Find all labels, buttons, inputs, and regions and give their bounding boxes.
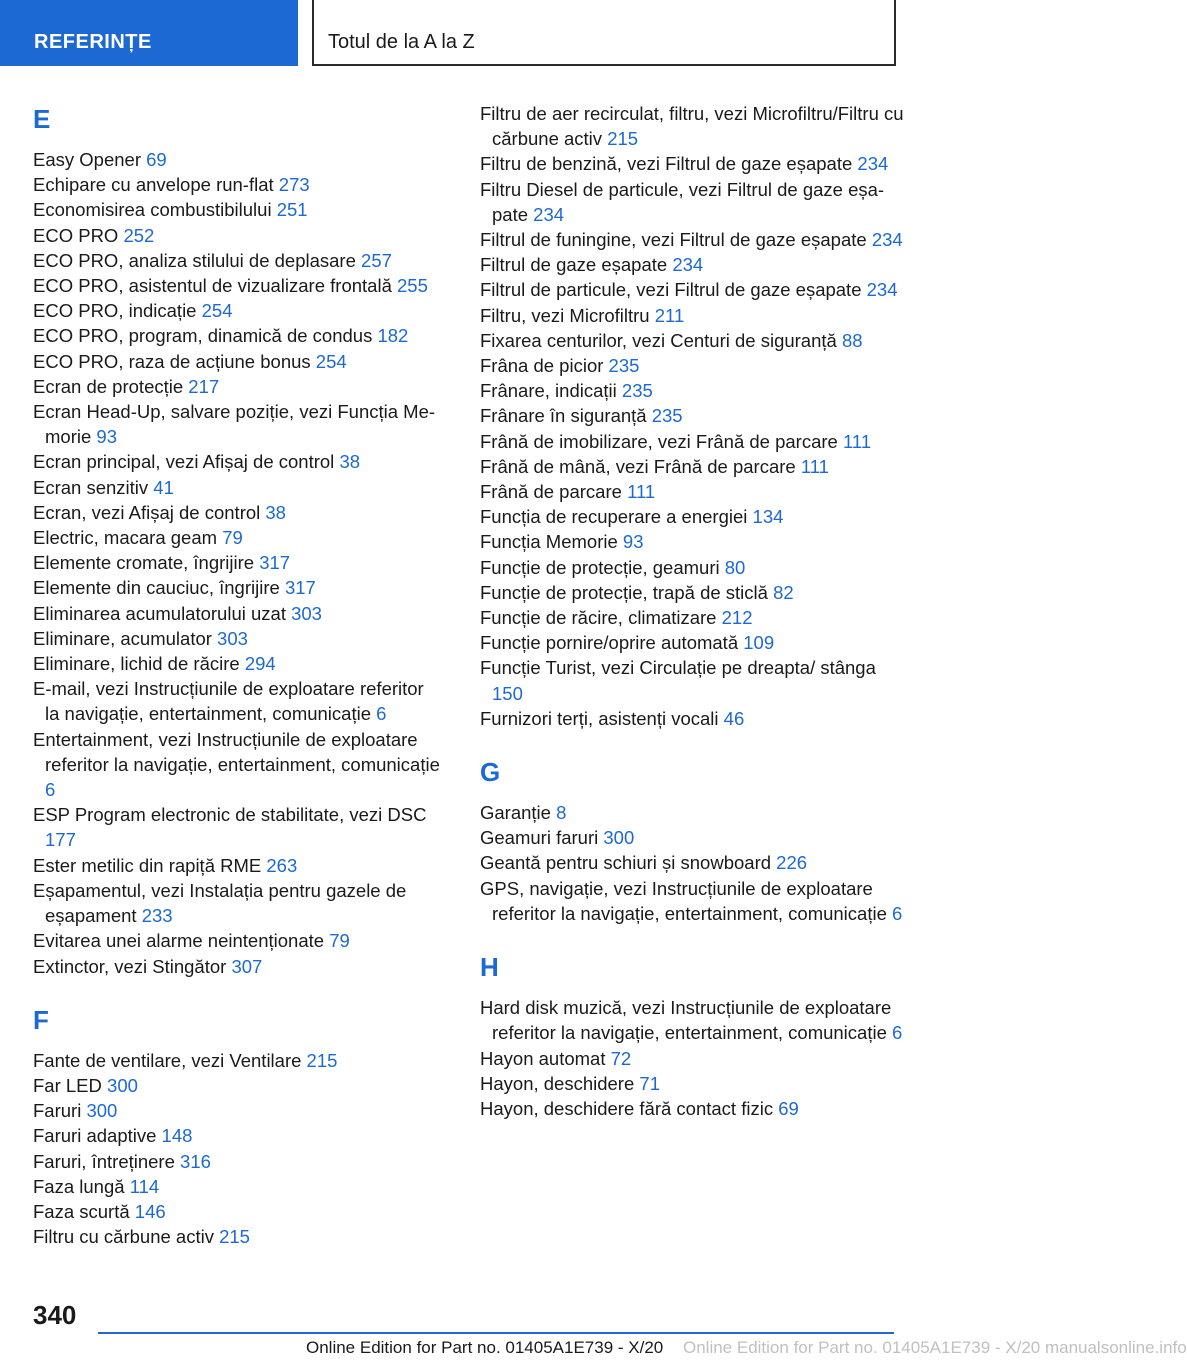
index-entry — [480, 227, 905, 252]
page-reference-link[interactable]: 251 — [276, 199, 308, 221]
index-entry — [480, 706, 905, 731]
index-entry — [480, 252, 905, 277]
page-reference-link[interactable]: 6 — [892, 1022, 903, 1044]
page-reference-link[interactable]: 235 — [621, 380, 653, 402]
index-entry-text: Extinctor, vezi Stingător — [33, 955, 227, 977]
index-entry — [33, 172, 443, 197]
index-entry-text: Ecran, vezi Afișaj de control — [33, 501, 261, 523]
index-letter-heading: H — [480, 952, 499, 983]
page-reference-link[interactable]: 82 — [773, 581, 794, 603]
index-entry — [480, 605, 905, 630]
index-entry — [33, 1123, 443, 1148]
index-entry — [33, 399, 443, 449]
index-entry-text: Filtrul de funingine, vezi Filtrul de gaze eșapate — [480, 229, 867, 251]
index-entry-text: Fixarea centurilor, vezi Centuri de siguranță — [480, 329, 837, 351]
index-entry — [480, 655, 905, 705]
index-entry — [480, 850, 905, 875]
page-reference-link[interactable]: 257 — [361, 249, 392, 271]
page-reference-link[interactable]: 69 — [146, 149, 167, 170]
index-entry-text: Frânare în siguranță — [480, 405, 647, 427]
index-entry-text: Funcția de recuperare a energiei — [480, 506, 748, 528]
section-tab: REFERINȚE — [0, 0, 298, 66]
index-entry — [480, 555, 905, 580]
index-entry — [480, 429, 905, 454]
page-reference-link[interactable]: 226 — [776, 852, 808, 874]
index-entry — [480, 479, 905, 504]
page-reference-link[interactable]: 300 — [86, 1100, 118, 1122]
index-entry-text: Faza scurtă — [33, 1200, 130, 1222]
index-column-left — [33, 101, 443, 1249]
index-entry-text: Funcție de protecție, trapă de sticlă — [480, 581, 768, 603]
index-entry — [480, 825, 905, 850]
page-reference-link[interactable]: 79 — [329, 930, 350, 952]
index-entry — [33, 954, 443, 979]
page-reference-link[interactable]: 303 — [291, 602, 322, 624]
index-entry-text: ESP Program electronic de stabilitate, vezi DSC — [33, 804, 427, 826]
section-gap — [33, 979, 443, 998]
index-entry — [33, 248, 443, 273]
index-entry — [33, 626, 443, 651]
page-reference-link[interactable]: 109 — [743, 632, 775, 654]
index-entry — [480, 353, 905, 378]
index-entry-text: Funcție de protecție, geamuri — [480, 556, 720, 578]
index-entry — [33, 651, 443, 676]
index-entry — [33, 273, 443, 298]
index-letter-heading: E — [33, 104, 51, 134]
index-entry-text: Filtru cu cărbune activ — [33, 1226, 214, 1248]
page-reference-link[interactable]: 217 — [188, 375, 220, 397]
index-entry — [33, 475, 443, 500]
page-reference-link[interactable]: 111 — [800, 455, 829, 477]
index-entry-text: Furnizori terți, asistenți vocali — [480, 707, 719, 729]
index-entry — [33, 1048, 443, 1073]
page-reference-link[interactable]: 6 — [45, 779, 56, 801]
index-entry — [33, 323, 443, 348]
index-entry-text: Easy Opener — [33, 149, 141, 170]
index-entry-text: Frână de imobilizare, vezi Frână de parcare — [480, 430, 838, 452]
index-entry — [33, 727, 443, 803]
page-reference-link[interactable]: 182 — [377, 325, 409, 347]
index-entry-text: Filtru, vezi Microfiltru — [480, 304, 650, 326]
index-entry-text: Ecran principal, vezi Afișaj de control — [33, 451, 335, 473]
index-entry — [33, 1199, 443, 1224]
index-entry — [33, 1098, 443, 1123]
page-reference-link[interactable]: 235 — [608, 355, 640, 377]
index-entry — [33, 500, 443, 525]
index-entry-text: Economisirea combustibilului — [33, 199, 272, 221]
index-entry-text: Garanție — [480, 802, 551, 824]
index-entry — [33, 1149, 443, 1174]
page-number: 340 — [33, 1300, 77, 1330]
page-reference-link[interactable]: 254 — [315, 350, 347, 372]
index-entry-text: ECO PRO, asistentul de vizualizare frontală — [33, 275, 392, 297]
index-entry — [480, 378, 905, 403]
page-reference-link[interactable]: 41 — [153, 476, 174, 498]
index-entry-text: Entertainment, vezi Instrucțiunile de exploatare referitor la navigație, entertainment, comunicație — [33, 728, 440, 775]
index-entry — [33, 525, 443, 550]
page-reference-link[interactable]: 93 — [622, 531, 644, 553]
index-entry-text: Eliminare, acumulator — [33, 627, 212, 649]
index-entry-text: ECO PRO — [33, 224, 119, 246]
index-entry-text: Ecran de protecție — [33, 375, 184, 397]
page-reference-link[interactable]: 146 — [134, 1200, 166, 1222]
index-entry — [480, 101, 905, 151]
index-entry — [33, 575, 443, 600]
index-entry-text: Electric, macara geam — [33, 527, 218, 549]
index-entry-text: Geantă pentru schiuri și snowboard — [480, 852, 772, 874]
index-entry-text: Frâna de picior — [480, 355, 604, 377]
page-reference-link[interactable]: 300 — [603, 827, 635, 849]
index-entry-text: Geamuri faruri — [480, 827, 599, 849]
footer-divider — [98, 1332, 894, 1334]
index-entry — [480, 1046, 905, 1071]
page-reference-link[interactable]: 317 — [284, 577, 316, 599]
index-entry-text: Evitarea unei alarme neintenționate — [33, 930, 325, 952]
index-entry-text: Hayon automat — [480, 1047, 606, 1069]
page-reference-link[interactable]: 215 — [306, 1049, 338, 1071]
page-reference-link[interactable]: 234 — [866, 279, 898, 301]
page-reference-link[interactable]: 303 — [217, 627, 248, 649]
index-entry — [33, 349, 443, 374]
page-reference-link[interactable]: 300 — [107, 1074, 138, 1096]
index-entry-text: Ecran senzitiv — [33, 476, 149, 498]
page-reference-link[interactable]: 38 — [339, 451, 361, 473]
page-reference-link[interactable]: 212 — [721, 607, 753, 629]
page-reference-link[interactable]: 88 — [841, 329, 863, 351]
index-entry-text: Filtru Diesel de particule, vezi Filtrul de gaze eșapate — [480, 178, 885, 225]
page-reference-link[interactable]: 71 — [639, 1072, 660, 1094]
index-entry-text: Frână de parcare — [480, 481, 622, 503]
page-reference-link[interactable]: 114 — [129, 1175, 160, 1197]
page-reference-link[interactable]: 254 — [201, 300, 233, 322]
index-entry-text: Far LED — [33, 1074, 102, 1096]
index-entry — [33, 601, 443, 626]
section-gap — [480, 926, 905, 945]
page-reference-link[interactable]: 294 — [244, 653, 276, 675]
index-entry-text: Frânare, indicații — [480, 380, 617, 402]
index-entry — [480, 277, 905, 302]
index-entry — [480, 580, 905, 605]
watermark-text: Online Edition for Part no. 01405A1E739 - X/20 manualsonline.info — [683, 1338, 1187, 1357]
index-entry-text: Hayon, deschidere fără contact fizic — [480, 1097, 774, 1119]
index-entry-text: Faruri adaptive — [33, 1125, 157, 1147]
edition-text: Online Edition for Part no. 01405A1E739 - X/20 — [306, 1338, 664, 1357]
index-entry-text: Faruri — [33, 1100, 82, 1122]
index-entry-text: ECO PRO, indicație — [33, 300, 197, 322]
index-entry — [33, 449, 443, 474]
index-entry — [33, 374, 443, 399]
page-reference-link[interactable]: 72 — [610, 1047, 632, 1069]
index-entry-text: Filtru de benzină, vezi Filtrul de gaze eșapate — [480, 153, 853, 175]
index-entry-text: Eșapamentul, vezi Instalația pentru gazele de eșapament — [33, 879, 407, 927]
index-entry — [480, 403, 905, 428]
page-reference-link[interactable]: 252 — [123, 224, 155, 246]
index-entry — [480, 303, 905, 328]
page-reference-link[interactable]: 6 — [376, 703, 387, 725]
page-reference-link[interactable]: 150 — [492, 682, 523, 704]
index-entry-text: Elemente din cauciuc, îngrijire — [33, 577, 280, 599]
index-entry — [33, 802, 443, 852]
index-entry — [480, 328, 905, 353]
index-letter-heading: G — [480, 757, 501, 788]
page-reference-link[interactable]: 148 — [161, 1125, 193, 1147]
index-entry-text: Faruri, întreținere — [33, 1150, 175, 1172]
index-entry-text: Ecran Head-Up, salvare poziție, vezi Funcția Memorie — [33, 401, 436, 448]
index-entry — [480, 454, 905, 479]
page-reference-link[interactable]: 307 — [231, 955, 263, 977]
chapter-title: Totul de la A la Z — [312, 0, 896, 66]
index-entry-text: ECO PRO, raza de acțiune bonus — [33, 350, 311, 372]
index-entry — [33, 298, 443, 323]
page-reference-link[interactable]: 263 — [266, 854, 298, 876]
index-entry-text: Faza lungă — [33, 1175, 125, 1197]
page-reference-link[interactable]: 215 — [219, 1226, 250, 1248]
index-entry-text: GPS, navigație, vezi Instrucțiunile de exploatare referitor la navigație, entertainment, comunicație — [480, 877, 887, 924]
index-entry — [480, 630, 905, 655]
page-reference-link[interactable]: 255 — [397, 275, 428, 297]
index-entry — [480, 177, 905, 227]
index-entry-text: Filtrul de particule, vezi Filtrul de gaze eșapate — [480, 279, 862, 301]
page-header — [0, 0, 960, 66]
page-reference-link[interactable]: 8 — [556, 802, 567, 824]
index-entry — [480, 504, 905, 529]
index-entry-text: Funcția Memorie — [480, 531, 618, 553]
page-reference-link[interactable]: 134 — [752, 506, 784, 528]
index-entry — [33, 928, 443, 953]
index-entry-text: Fante de ventilare, vezi Ventilare — [33, 1049, 302, 1071]
page-reference-link[interactable]: 234 — [672, 254, 704, 276]
index-letter-heading: F — [33, 1004, 49, 1035]
page-reference-link[interactable]: 235 — [651, 405, 683, 427]
index-entry-text: Hard disk muzică, vezi Instrucțiunile de exploatare referitor la navigație, entertainment, comunicație — [480, 997, 892, 1044]
index-entry — [480, 800, 905, 825]
index-entry-text: Funcție pornire/oprire automată — [480, 632, 739, 654]
index-entry — [480, 151, 905, 176]
index-entry-text: Frână de mână, vezi Frână de parcare — [480, 455, 796, 477]
page-reference-link[interactable]: 316 — [180, 1150, 211, 1172]
index-entry — [33, 878, 443, 928]
index-entry-text: ECO PRO, analiza stilului de deplasare — [33, 249, 356, 271]
page-reference-link[interactable]: 215 — [607, 128, 639, 150]
index-entry-text: Filtrul de gaze eșapate — [480, 254, 668, 276]
index-entry — [480, 1071, 905, 1096]
index-entry — [480, 1096, 905, 1121]
index-entry-text: Eliminarea acumulatorului uzat — [33, 602, 286, 624]
index-entry-text: Hayon, deschidere — [480, 1072, 635, 1094]
page-reference-link[interactable]: 80 — [724, 556, 746, 578]
index-entry-text: Elemente cromate, îngrijire — [33, 552, 255, 574]
index-entry-text: E-mail, vezi Instrucțiunile de exploatare referitor la navigație, entertainment, comunicație — [33, 678, 424, 725]
page-reference-link[interactable]: 46 — [723, 707, 745, 729]
index-entry — [480, 529, 905, 554]
page-reference-link[interactable]: 273 — [278, 174, 310, 196]
index-entry — [480, 995, 905, 1045]
index-entry — [33, 147, 443, 172]
page-reference-link[interactable]: 234 — [857, 153, 889, 175]
index-entry-text: Echipare cu anvelope run-flat — [33, 174, 274, 196]
page-footer — [0, 1290, 1187, 1362]
index-entry-text: Funcție de răcire, climatizare — [480, 607, 717, 629]
page-reference-link[interactable]: 233 — [141, 905, 173, 927]
index-entry-text: Funcție Turist, vezi Circulație pe dreapta/ stânga — [480, 657, 876, 679]
index-entry — [33, 853, 443, 878]
index-entry — [33, 197, 443, 222]
page-reference-link[interactable]: 69 — [778, 1097, 799, 1119]
index-entry-text: Filtru de aer recirculat, filtru, vezi Microfiltru/Filtru cu cărbune activ — [480, 103, 904, 150]
page-reference-link[interactable]: 234 — [871, 229, 903, 251]
page-reference-link[interactable]: 317 — [259, 552, 291, 574]
index-entry-text: Eliminare, lichid de răcire — [33, 653, 240, 675]
index-entry-text: ECO PRO, program, dinamică de condus — [33, 325, 373, 347]
index-column-right — [480, 101, 905, 1121]
index-entry-text: Ester metilic din rapiță RME — [33, 854, 262, 876]
section-gap — [480, 731, 905, 750]
page-reference-link[interactable]: 211 — [654, 304, 685, 326]
index-entry — [33, 1174, 443, 1199]
page-reference-link[interactable]: 38 — [265, 501, 286, 523]
index-entry — [33, 550, 443, 575]
index-entry — [33, 223, 443, 248]
page-reference-link[interactable]: 93 — [96, 426, 117, 448]
index-entry — [480, 876, 905, 926]
index-entry — [33, 1073, 443, 1098]
page-reference-link[interactable]: 177 — [45, 829, 76, 851]
page-reference-link[interactable]: 234 — [533, 203, 565, 225]
page-reference-link[interactable]: 6 — [892, 902, 903, 924]
page-reference-link[interactable]: 111 — [842, 430, 872, 452]
index-entry — [33, 1224, 443, 1249]
index-entry — [33, 676, 443, 726]
page-reference-link[interactable]: 111 — [627, 481, 656, 503]
page-reference-link[interactable]: 79 — [222, 527, 243, 549]
